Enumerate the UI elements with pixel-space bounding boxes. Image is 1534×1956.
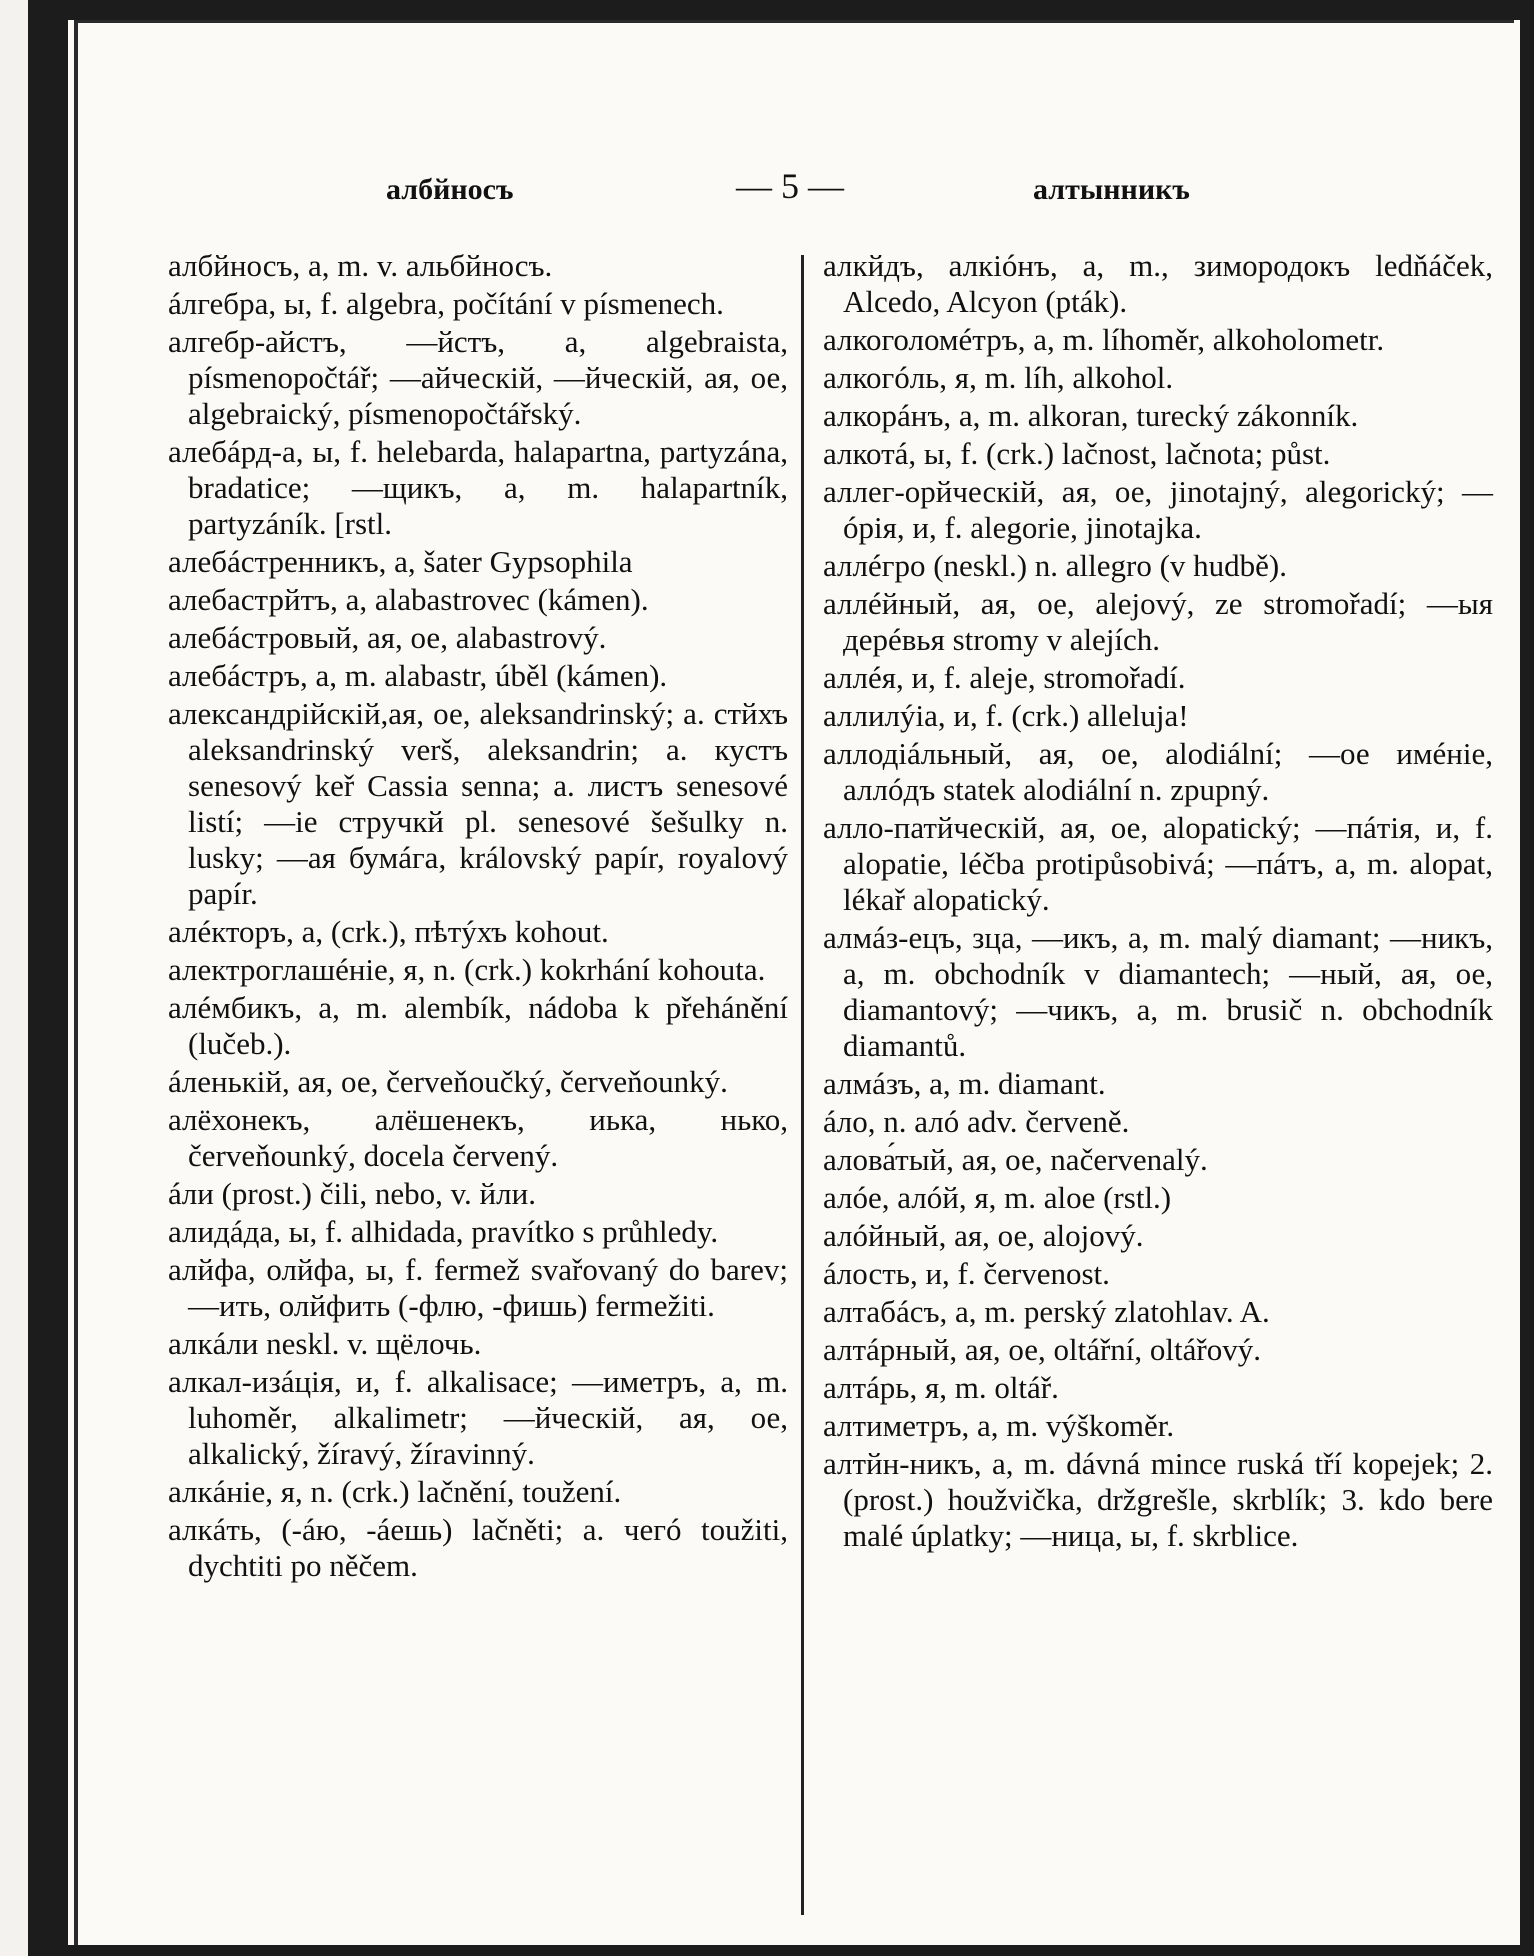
- dictionary-entry: áлгебра, ы, f. algebra, počítání v písmenech.: [168, 286, 724, 321]
- page-number: — 5 —: [736, 166, 844, 206]
- dictionary-entry: алкал-изáція, и, f. alkalisace; —иметръ, а, m. luhoměr, alkalimetr; —йческій, ая, ое, alkalický, žíravý, žíravinný.: [168, 1364, 788, 1471]
- dictionary-entry: алебáстренникъ, а, šater Gypsophila: [168, 544, 633, 579]
- scan-edge: [28, 0, 68, 1956]
- dictionary-entry: алкотá, ы, f. (crk.) lačnost, lačnota; půst.: [823, 436, 1331, 471]
- dictionary-entry: алмáз-ецъ, зца, —икъ, а, m. malý diamant; —никъ, а, m. obchodník v diamantech; —ный, ая, ое, diamantový; —чикъ, а, m. brusič n. obchodník diamantů.: [823, 920, 1493, 1063]
- dictionary-entry: аллилýіа, и, f. (crk.) alleluja!: [823, 698, 1189, 733]
- dictionary-entry: алóйный, ая, ое, alojový.: [823, 1218, 1144, 1253]
- dictionary-entry: аллодіáльный, ая, ое, alodiální; —ое имéніе, аллóдъ statek alodiální n. zpupný.: [823, 736, 1493, 807]
- dictionary-entry: áли (prost.) čili, nebo, v. йли.: [168, 1176, 536, 1211]
- dictionary-entry: алебáстръ, а, m. alabastr, úběl (kámen).: [168, 658, 668, 693]
- dictionary-entry: алидáда, ы, f. alhidada, pravítko s průhledy.: [168, 1214, 719, 1249]
- dictionary-entry: алкáли neskl. v. щёлочь.: [168, 1326, 482, 1361]
- dictionary-entry: алтáрь, я, m. oltář.: [823, 1370, 1059, 1405]
- dictionary-entry: алтáрный, ая, ое, oltářní, oltářový.: [823, 1332, 1261, 1367]
- dictionary-entry: алóе, алóй, я, m. aloe (rstl.): [823, 1180, 1172, 1215]
- left-column: [168, 248, 788, 1586]
- dictionary-entry: алкáть, (-áю, -áешь) lačněti; а. чегó toužiti, dychtiti po něčem.: [168, 1512, 788, 1583]
- dictionary-entry: аллег-орйческій, ая, ое, jinotajný, alegorický; —óрія, и, f. alegorie, jinotajka.: [823, 474, 1493, 545]
- dictionary-page: [68, 20, 1520, 1945]
- dictionary-entry: алкйдъ, алкіóнъ, а, m., зимородокъ ledňáček, Alcedo, Alcyon (pták).: [823, 248, 1493, 319]
- dictionary-entry: алкáніе, я, n. (crk.) lačnění, toužení.: [168, 1474, 622, 1509]
- running-header: [68, 165, 1520, 215]
- dictionary-entry: алéкторъ, а, (crk.), пѣтýхъ kohout.: [168, 914, 609, 949]
- dictionary-entry: алкогóль, я, m. líh, alkohol.: [823, 360, 1174, 395]
- dictionary-entry: алёхонекъ, алёшенекъ, иька, нько, červeňounký, docela červený.: [168, 1102, 788, 1173]
- dictionary-entry: алмáзъ, а, m. diamant.: [823, 1066, 1106, 1101]
- scan-margin: [0, 0, 28, 1956]
- dictionary-entry: áленькій, ая, ое, červeňoučký, červeňounký.: [168, 1064, 728, 1099]
- header-left-guideword: албйносъ: [386, 173, 514, 206]
- dictionary-entry: алтйн-никъ, а, m. dávná mince ruská tří kopejek; 2. (prost.) houžvička, držgrešle, skrblík; 3. kdo bere malé úplatky; —ница, ы, f. skrblice.: [823, 1446, 1493, 1553]
- dictionary-entry: албйносъ, а, m. v. альбйносъ.: [168, 248, 553, 283]
- dictionary-entry: алгебр-айстъ, —йстъ, а, algebraista, písmenopočtář; —айческій, —йческій, ая, ое, algebraický, písmenopočtářský.: [168, 324, 788, 431]
- dictionary-entry: аллéгро (neskl.) n. allegro (v hudbě).: [823, 548, 1288, 583]
- dictionary-entry: алектроглашéніе, я, n. (crk.) kokrhání kohouta.: [168, 952, 766, 987]
- header-right-guideword: алтынникъ: [1033, 173, 1190, 206]
- dictionary-entry: алебастрйтъ, а, alabastrovec (kámen).: [168, 582, 649, 617]
- dictionary-entry: алова́тый, ая, ое, načervenalý.: [823, 1142, 1208, 1177]
- column-divider: [801, 255, 804, 1915]
- dictionary-entry: алкорáнъ, а, m. alkoran, turecký zákonník.: [823, 398, 1359, 433]
- dictionary-entry: алебáстровый, ая, ое, alabastrový.: [168, 620, 607, 655]
- dictionary-entry: аллéйный, ая, ое, alejový, ze stromořadí; —ыя дерéвья stromy v alejích.: [823, 586, 1493, 657]
- dictionary-entry: алебáрд-а, ы, f. helebarda, halapartna, partyzána, bradatice; —щикъ, а, m. halapartník, partyzáník. [rstl.: [168, 434, 788, 541]
- dictionary-entry: áлость, и, f. červenost.: [823, 1256, 1110, 1291]
- dictionary-entry: алло-патйческій, ая, ое, alopatický; —пáтія, и, f. alopatie, léčba protipůsobivá; —пáтъ, а, m. alopat, lékař alopatický.: [823, 810, 1493, 917]
- dictionary-entry: александрійскій,ая, ое, aleksandrinský; а. стйхъ aleksandrinský verš, aleksandrin; а. кустъ senesový keř Cassia senna; а. листъ senesové listí; —іе стручкй pl. senesové šešulky n. lusky; —ая бумáга, královský papír, royalový papír.: [168, 696, 788, 911]
- dictionary-entry: алéмбикъ, а, m. alembík, nádoba k přehánění (lučeb.).: [168, 990, 788, 1061]
- dictionary-entry: алйфа, олйфа, ы, f. fermež svařovaný do barev; —ить, олйфить (-флю, -фишь) fermežiti.: [168, 1252, 788, 1323]
- dictionary-entry: алкоголомéтръ, а, m. líhoměr, alkoholometr.: [823, 322, 1385, 357]
- dictionary-entry: алтиметръ, а, m. výškoměr.: [823, 1408, 1175, 1443]
- dictionary-entry: аллéя, и, f. aleje, stromořadí.: [823, 660, 1186, 695]
- right-column: [823, 248, 1493, 1556]
- dictionary-entry: áло, n. алó adv. červeně.: [823, 1104, 1130, 1139]
- dictionary-entry: алтабáсъ, а, m. perský zlatohlav. A.: [823, 1294, 1270, 1329]
